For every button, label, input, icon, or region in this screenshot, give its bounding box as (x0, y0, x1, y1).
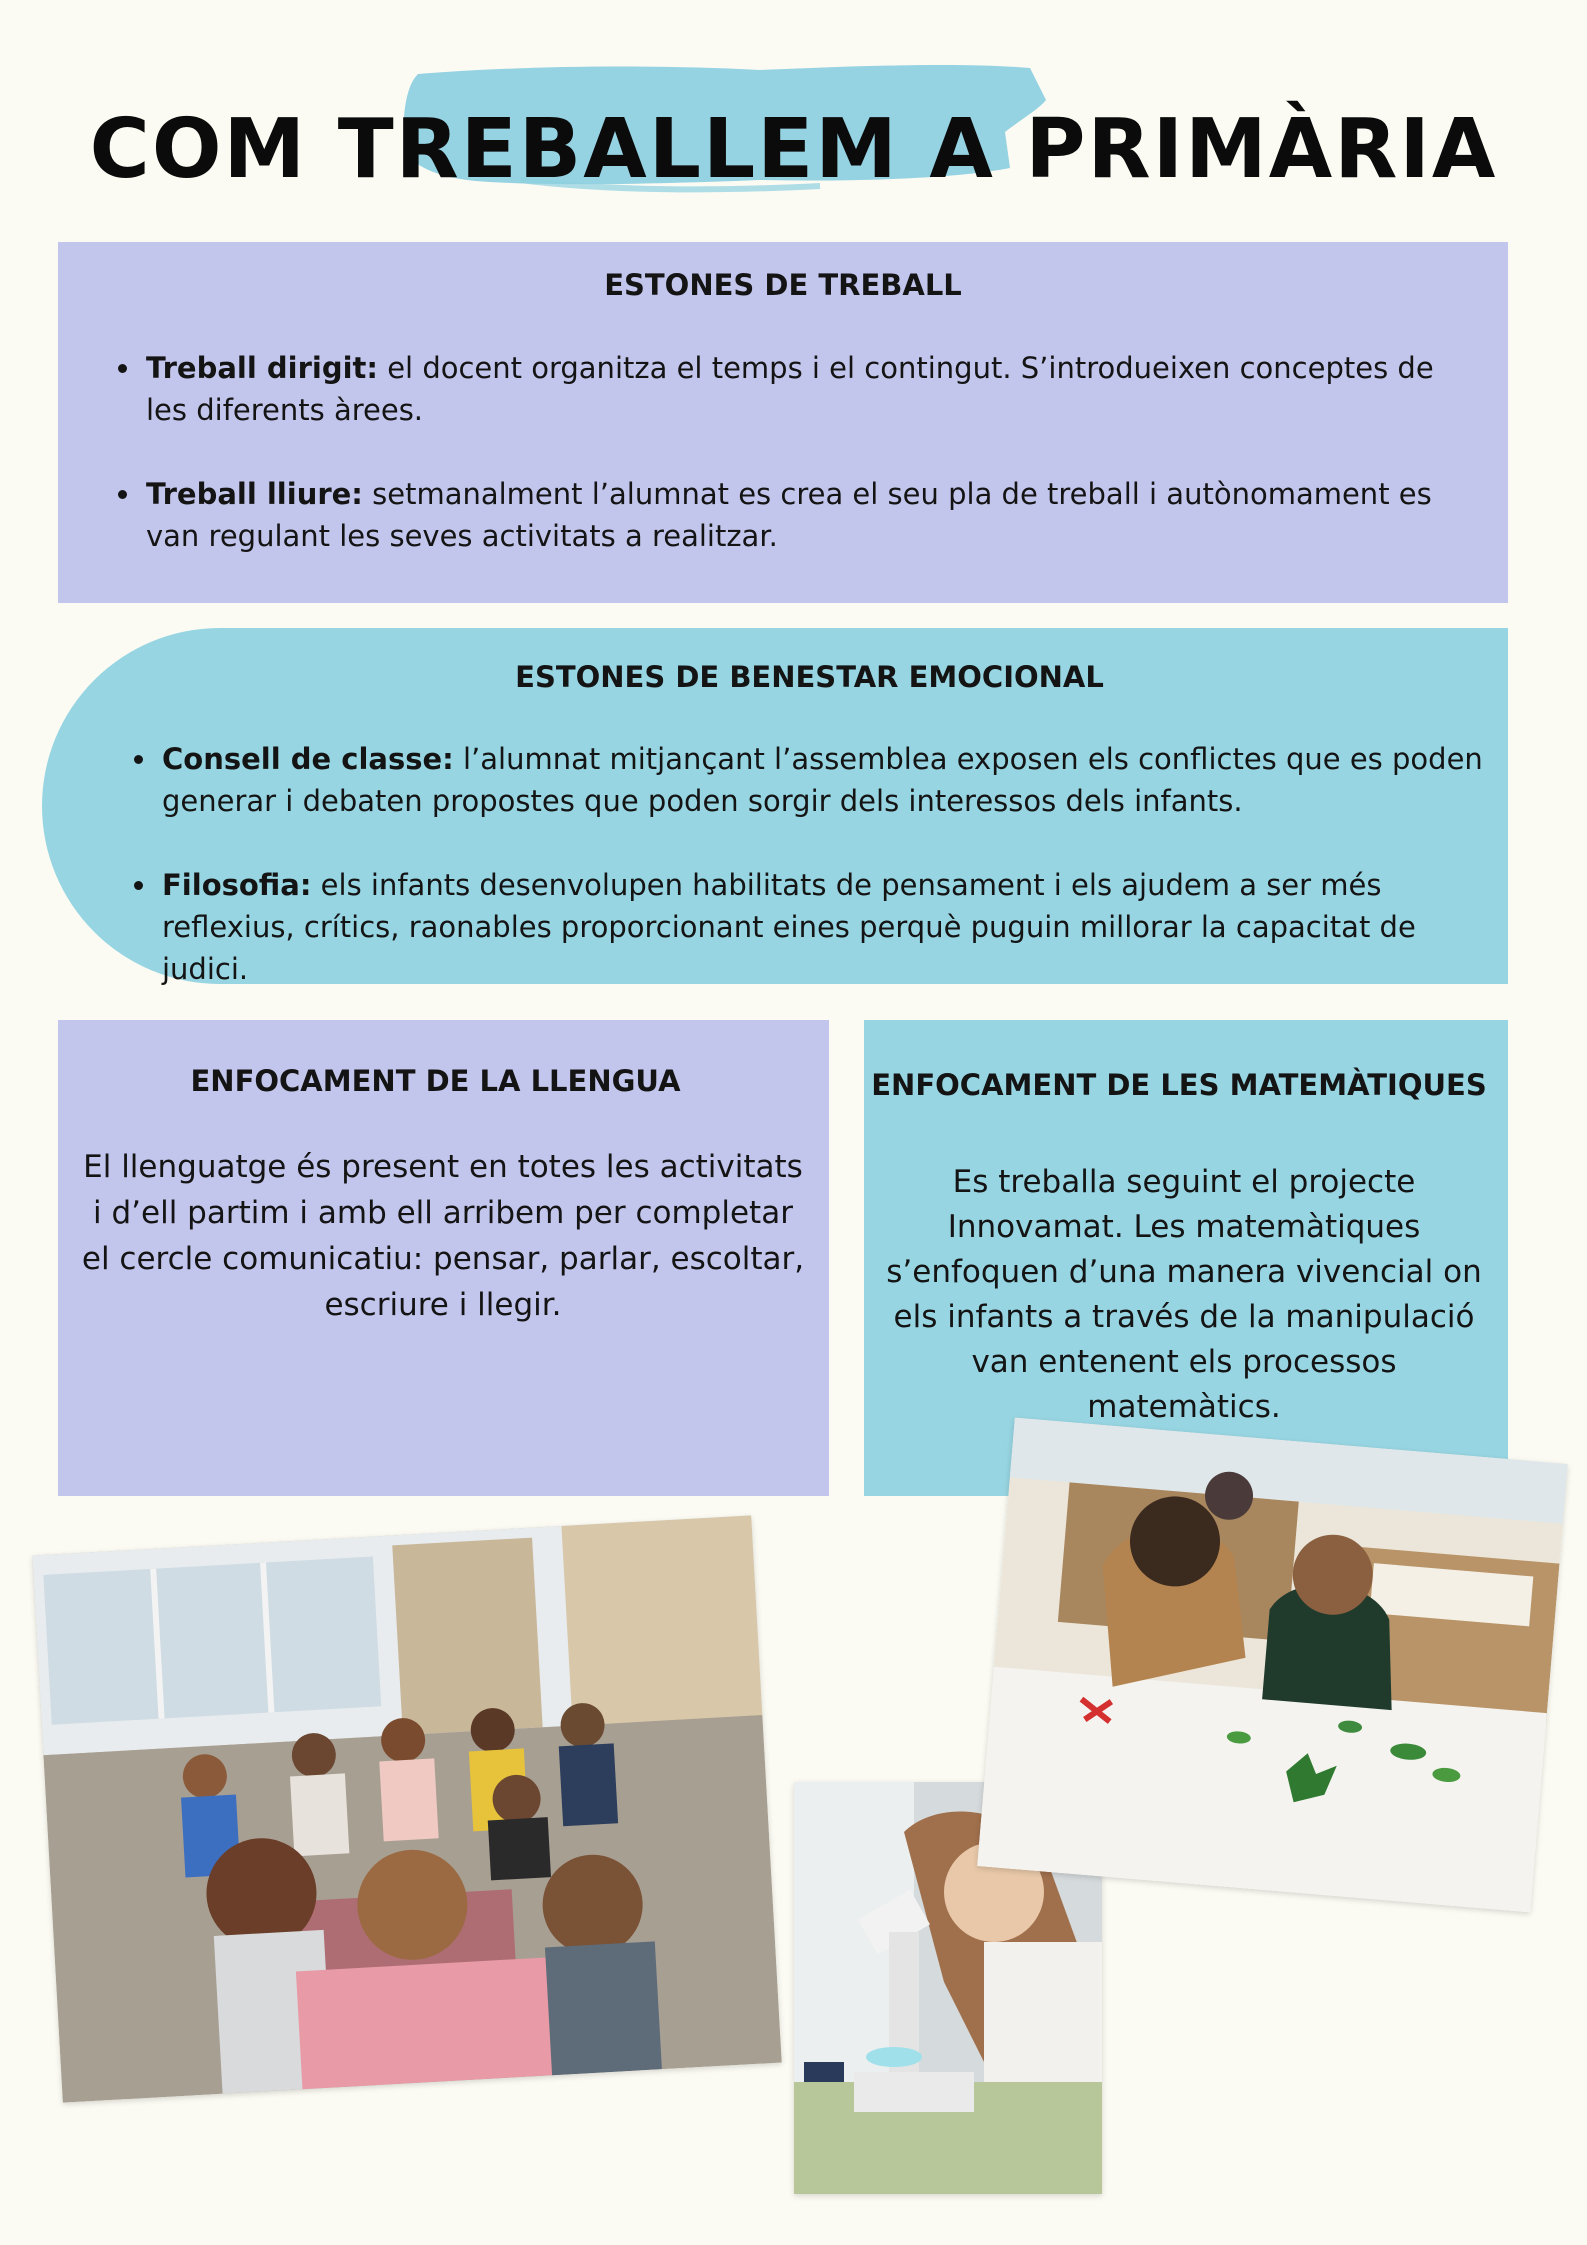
list-item (126, 738, 1496, 822)
item-text: el docent organitza el temps i el contingut. S’introdueixen conceptes de les diferents àrees. (146, 351, 1434, 427)
item-term: Filosofia: (162, 868, 312, 902)
section-matematiques (864, 1020, 1508, 1496)
item-term: Consell de classe: (162, 742, 454, 776)
list-item (126, 864, 1496, 990)
bullet-list (110, 347, 1470, 557)
item-term: Treball lliure: (146, 477, 363, 511)
item-text: els infants desenvolupen habilitats de pensament i els ajudem a ser més reflexius, crítics, raonables proporcionant eines perquè puguin millorar la capacitat de judici. (162, 868, 1416, 986)
item-text: setmanalment l’alumnat es crea el seu pla de treball i autònomament es van regulant les seves activitats a realitzar. (146, 477, 1432, 553)
bullet-list (126, 738, 1496, 990)
section-llengua (58, 1020, 829, 1496)
section-heading: ENFOCAMENT DE LA LLENGUA (190, 1064, 681, 1098)
photo-classroom-circle (32, 1515, 781, 2102)
page-title: COM TREBALLEM A PRIMÀRIA (89, 102, 1498, 197)
list-item (110, 347, 1470, 431)
photo-leaves-table (977, 1418, 1568, 1913)
title-area (0, 40, 1587, 220)
section-benestar-emocional (42, 628, 1508, 984)
item-text: l’alumnat mitjançant l’assemblea exposen els conflictes que es poden generar i debaten propostes que poden sorgir dels interessos dels infants. (162, 742, 1483, 818)
list-item (110, 473, 1470, 557)
section-body: Es treballa seguint el projecte Innovamat. Les matemàtiques s’enfoquen d’una manera vivencial on els infants a través de la manipulació van entenent els processos matemàtics. (886, 1164, 1482, 1425)
item-term: Treball dirigit: (146, 351, 378, 385)
section-body: El llenguatge és present en totes les activitats i d’ell partim i amb ell arribem per completar el cercle comunicatiu: pensar, parlar, escoltar, escriure i llegir. (81, 1149, 805, 1323)
section-heading: ENFOCAMENT DE LES MATEMÀTIQUES (871, 1068, 1487, 1102)
section-heading: ESTONES DE TREBALL (604, 268, 962, 302)
section-estones-treball (58, 242, 1508, 603)
section-heading: ESTONES DE BENESTAR EMOCIONAL (515, 660, 1104, 694)
